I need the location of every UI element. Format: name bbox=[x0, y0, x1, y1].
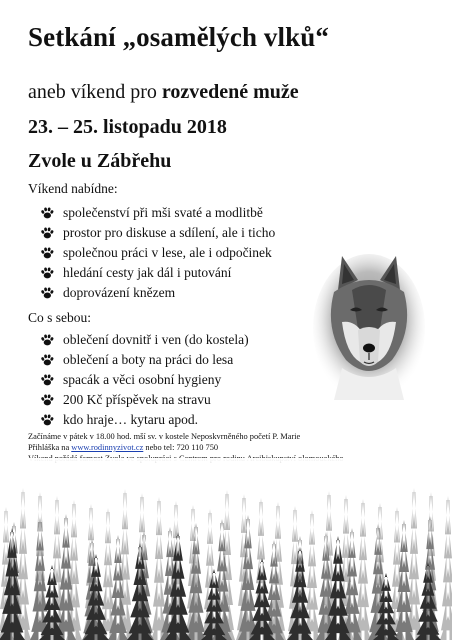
list-item bbox=[40, 223, 275, 243]
flyer-title: Setkání „osamělých vlků“ bbox=[28, 22, 329, 52]
offers-heading: Víkend nabídne: bbox=[28, 181, 118, 196]
bring-heading: Co s sebou: bbox=[28, 310, 92, 325]
paw-print-icon bbox=[40, 286, 54, 300]
list-item-text: hledání cesty jak dál i putování bbox=[63, 265, 232, 280]
list-item bbox=[40, 390, 249, 410]
paw-print-icon bbox=[40, 413, 54, 427]
list-item-text: oblečení dovnitř i ven (do kostela) bbox=[63, 332, 249, 347]
registration-phone: nebo tel: 720 110 750 bbox=[143, 443, 219, 452]
list-item bbox=[40, 263, 275, 283]
list-item bbox=[40, 410, 249, 430]
list-item bbox=[40, 283, 275, 303]
registration-link[interactable]: www.rodinnyzivot.cz bbox=[71, 443, 144, 452]
registration-prefix: Přihláška na bbox=[28, 443, 72, 452]
list-item-text: oblečení a boty na práci do lesa bbox=[63, 352, 234, 367]
event-date: 23. – 25. listopadu 2018 bbox=[28, 116, 227, 138]
offers-list bbox=[40, 203, 275, 303]
list-item bbox=[40, 350, 249, 370]
paw-print-icon bbox=[40, 246, 54, 260]
subtitle-prefix: aneb víkend pro bbox=[28, 81, 162, 103]
list-item bbox=[40, 370, 249, 390]
flyer-subtitle bbox=[28, 81, 299, 104]
list-item-text: společnou práci v lese, ale i odpočinek bbox=[63, 245, 272, 260]
list-item-text: společenství při mši svaté a modlitbě bbox=[63, 205, 263, 220]
event-place: Zvole u Zábřehu bbox=[28, 150, 172, 172]
list-item bbox=[40, 243, 275, 263]
list-item-text: spacák a věci osobní hygieny bbox=[63, 372, 222, 387]
paw-print-icon bbox=[40, 333, 54, 347]
list-item-text: prostor pro diskuse a sdílení, ale i ticho bbox=[63, 225, 276, 240]
list-item-text: doprovázení knězem bbox=[63, 285, 176, 300]
paw-print-icon bbox=[40, 393, 54, 407]
pine-tree-far bbox=[355, 499, 371, 640]
paw-print-icon bbox=[40, 373, 54, 387]
paw-print-icon bbox=[40, 353, 54, 367]
wolf-portrait bbox=[312, 250, 426, 402]
list-item-text: kdo hraje… kytaru apod. bbox=[63, 412, 198, 427]
bring-list bbox=[40, 330, 249, 430]
list-item bbox=[40, 330, 249, 350]
list-item bbox=[40, 203, 275, 223]
paw-print-icon bbox=[40, 266, 54, 280]
pine-tree-far bbox=[287, 506, 303, 640]
paw-print-icon bbox=[40, 206, 54, 220]
pine-tree-far bbox=[440, 496, 452, 640]
pine-tree-far bbox=[151, 497, 167, 640]
pine-tree-far bbox=[304, 510, 320, 640]
info-line-registration bbox=[28, 442, 344, 453]
pine-forest bbox=[0, 458, 452, 640]
paw-print-icon bbox=[40, 226, 54, 240]
subtitle-emphasis: rozvedené muže bbox=[161, 81, 299, 103]
info-line-start: Začínáme v pátek v 18.00 hod. mší sv. v kostele Neposkvrněného početí P. Marie bbox=[28, 432, 301, 441]
list-item-text: 200 Kč příspěvek na stravu bbox=[63, 392, 211, 407]
